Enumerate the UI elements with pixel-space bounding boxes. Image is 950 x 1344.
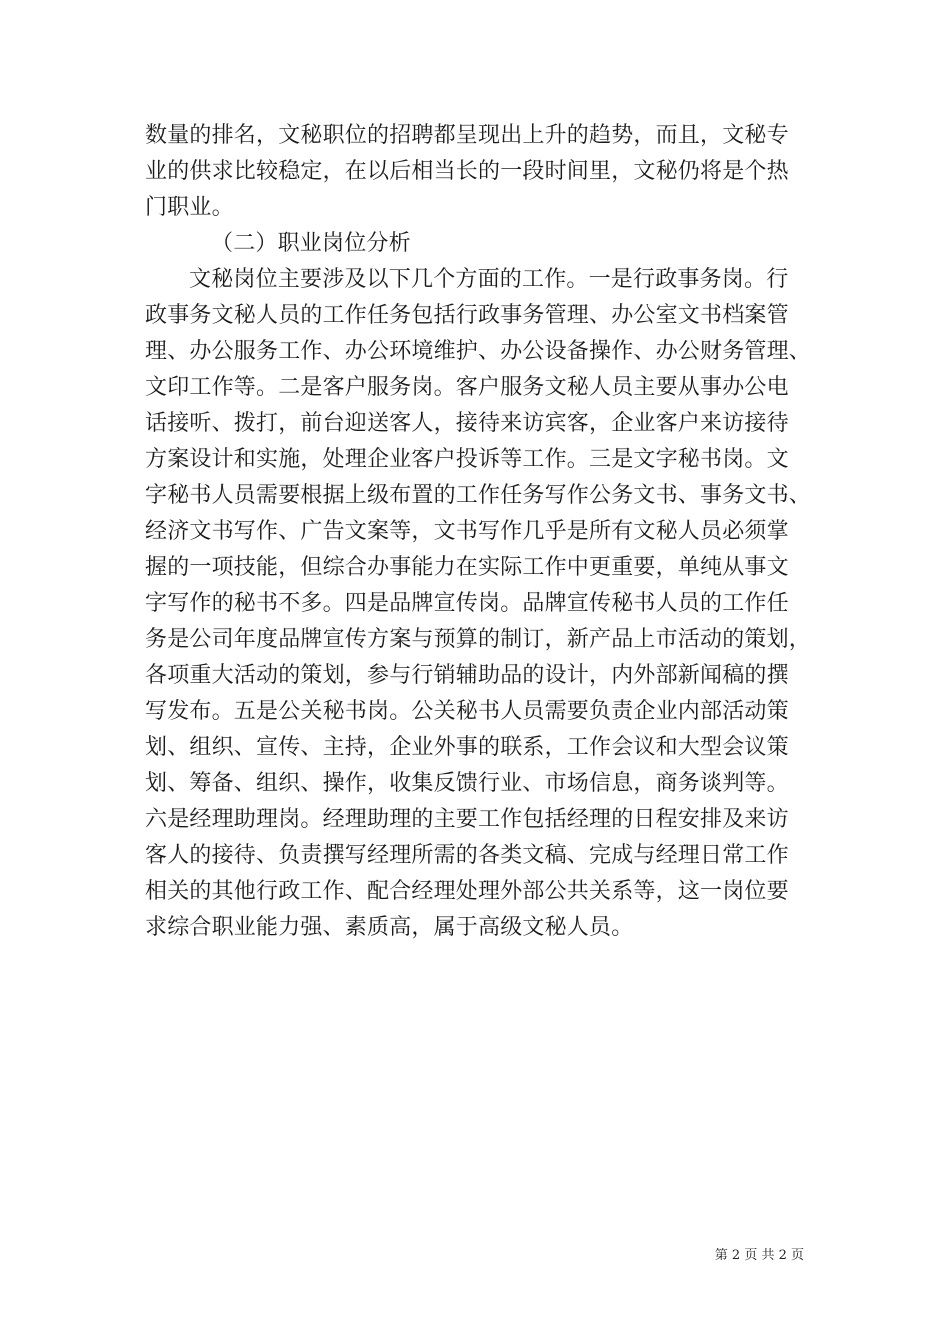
body-line-16: 各项重大活动的策划，参与行销辅助品的设计，内外部新闻稿的撰: [145, 663, 789, 688]
body-line-13: 握的一项技能，但综合办事能力在实际工作中更重要，单纯从事文: [145, 555, 789, 580]
body-line-8: 文印工作等。二是客户服务岗。客户服务文秘人员主要从事办公电: [145, 375, 789, 400]
body-line-7: 理、办公服务工作、办公环境维护、办公设备操作、办公财务管理、: [145, 339, 812, 364]
paragraph-first-line: 文秘岗位主要涉及以下几个方面的工作。一是行政事务岗。行: [189, 267, 789, 292]
body-line-15: 务是公司年度品牌宣传方案与预算的制订，新产品上市活动的策划，: [145, 627, 812, 652]
body-line-19: 划、筹备、组织、操作，收集反馈行业、市场信息，商务谈判等。: [145, 771, 789, 796]
body-line-23: 求综合职业能力强、素质高，属于高级文秘人员。: [145, 915, 634, 940]
body-line-14: 字写作的秘书不多。四是品牌宣传岗。品牌宣传秘书人员的工作任: [145, 591, 789, 616]
body-line-9: 话接听、拨打，前台迎送客人，接待来访宾客，企业客户来访接待: [145, 411, 789, 436]
body-line-6: 政事务文秘人员的工作任务包括行政事务管理、办公室文书档案管: [145, 303, 789, 328]
body-line-2: 业的供求比较稳定，在以后相当长的一段时间里，文秘仍将是个热: [145, 159, 789, 184]
body-line-22: 相关的其他行政工作、配合经理处理外部公共关系等，这一岗位要: [145, 879, 789, 904]
body-line-10: 方案设计和实施，处理企业客户投诉等工作。三是文字秘书岗。文: [145, 447, 789, 472]
section-heading: （二）职业岗位分析: [211, 231, 411, 256]
body-line-17: 写发布。五是公关秘书岗。公关秘书人员需要负责企业内部活动策: [145, 699, 789, 724]
body-line-3: 门职业。: [145, 195, 234, 220]
document-body: [145, 118, 817, 946]
body-line-21: 客人的接待、负责撰写经理所需的各类文稿、完成与经理日常工作: [145, 843, 789, 868]
body-line-12: 经济文书写作、广告文案等，文书写作几乎是所有文秘人员必须掌: [145, 519, 789, 544]
page-number-footer: 第 2 页 共 2 页: [714, 1248, 804, 1263]
body-line-1: 数量的排名，文秘职位的招聘都呈现出上升的趋势，而且，文秘专: [145, 123, 789, 148]
body-line-18: 划、组织、宣传、主持，企业外事的联系，工作会议和大型会议策: [145, 735, 789, 760]
body-line-11: 字秘书人员需要根据上级布置的工作任务写作公务文书、事务文书、: [145, 483, 812, 508]
body-line-20: 六是经理助理岗。经理助理的主要工作包括经理的日程安排及来访: [145, 807, 789, 832]
